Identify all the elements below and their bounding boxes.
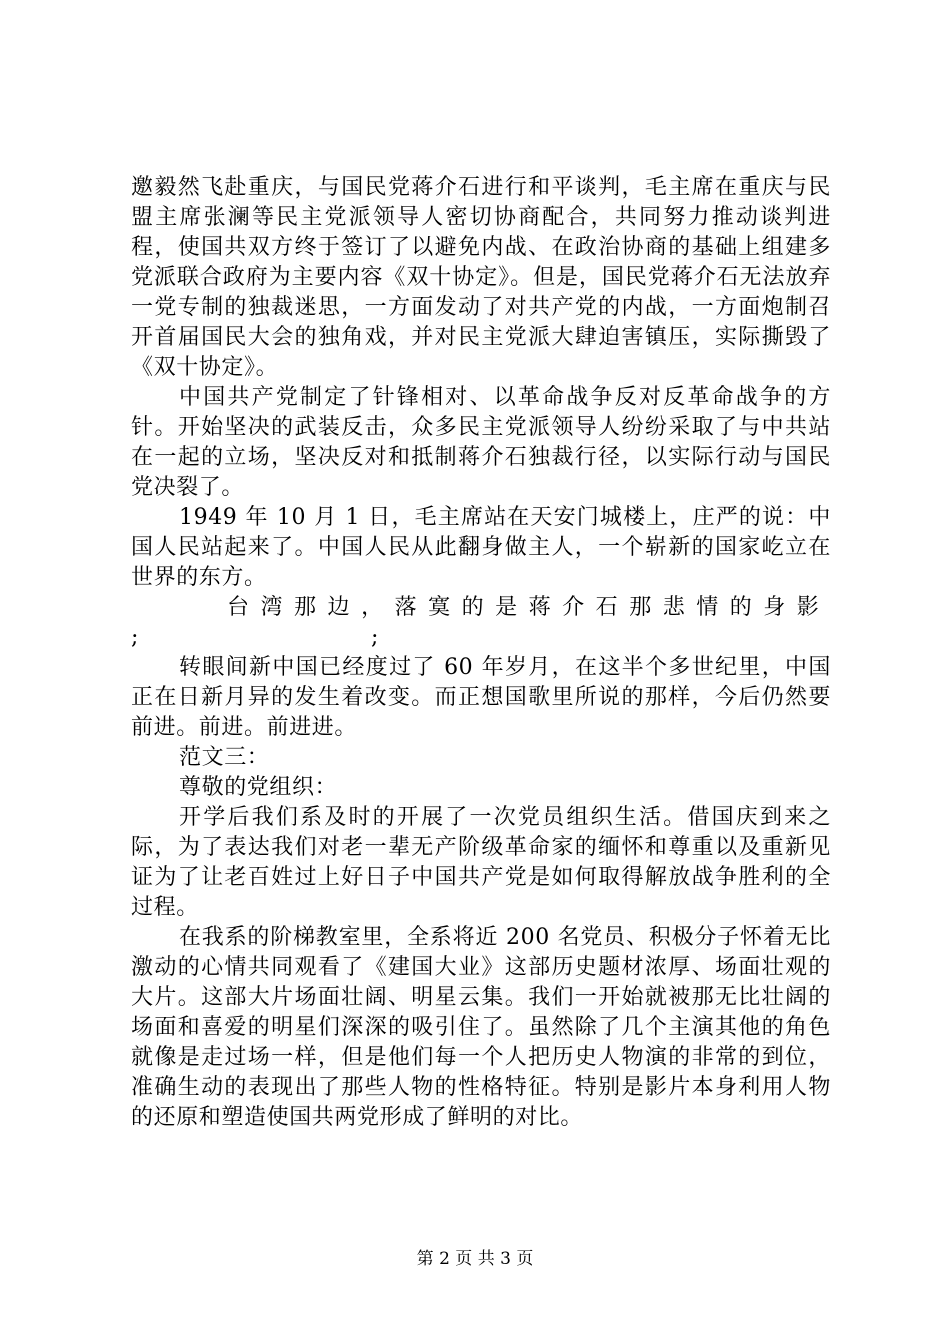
semicolon-line [131,623,831,653]
spaced-char: 是 [495,595,518,620]
paragraph: 转眼间新中国已经度过了 60 年岁月，在这半个多世纪里，中国正在日新月异的发生着改变。而正想国歌里所说的那样，今后仍然要前进。前进。前进进。 [131,655,831,740]
salutation: 尊敬的党组织： [179,775,338,800]
document-body [131,173,831,1133]
semicolon: ; [371,625,379,650]
spaced-line [131,593,831,623]
spaced-char: 寞 [428,595,451,620]
spaced-char: 蒋 [528,595,551,620]
spaced-char: 那 [294,595,317,620]
spaced-char: 的 [729,595,752,620]
paragraph: 中国共产党制定了针锋相对、以革命战争反对反革命战争的方针。开始坚决的武装反击，众多民主党派领导人纷纷采取了与中共站在一起的立场，坚决反对和抵制蒋介石独裁行径，以实际行动与国民党决裂了。 [131,385,831,500]
spaced-char: 的 [461,595,484,620]
spaced-char: 那 [629,595,652,620]
page-footer: 第 2 页 共 3 页 [416,1249,534,1269]
spaced-char: 悲 [662,595,685,620]
spaced-char: ， [361,595,384,620]
spaced-char: 影 [796,595,819,620]
spaced-char: 落 [394,595,417,620]
paragraph: 在我系的阶梯教室里，全系将近 200 名党员、积极分子怀着无比激动的心情共同观看了《建国大业》这部历史题材浓厚、场面壮观的大片。这部大片场面壮阔、明星云集。我们一开始就被那无比壮阔的场面和喜爱的明星们深深的吸引住了。虽然除了几个主演其他的角色就像是走过场一样，但是他们每一个人把历史人物演的非常的到位，准确生动的表现出了那些人物的性格特征。特别是影片本身利用人物的还原和塑造使国共两党形成了鲜明的对比。 [131,925,831,1130]
spaced-char: 情 [696,595,719,620]
spaced-char: 身 [763,595,786,620]
paragraph: 开学后我们系及时的开展了一次党员组织生活。借国庆到来之际，为了表达我们对老一辈无产阶级革命家的缅怀和尊重以及重新见证为了让老百姓过上好日子中国共产党是如何取得解放战争胜利的全过程。 [131,805,831,920]
paragraph: 邀毅然飞赴重庆，与国民党蒋介石进行和平谈判，毛主席在重庆与民盟主席张澜等民主党派领导人密切协商配合，共同努力推动谈判进程，使国共双方终于签订了以避免内战、在政治协商的基础上组建多党派联合政府为主要内容《双十协定》。但是，国民党蒋介石无法放弃一党专制的独裁迷思，一方面发动了对共产党的内战，一方面炮制召开首届国民大会的独角戏，并对民主党派大肆迫害镇压，实际撕毁了《双十协定》。 [131,175,831,380]
spaced-char: 石 [595,595,618,620]
spaced-char: 湾 [260,595,283,620]
spaced-char: 边 [327,595,350,620]
paragraph: 1949 年 10 月 1 日，毛主席站在天安门城楼上，庄严的说：中国人民站起来了。中国人民从此翻身做主人，一个崭新的国家屹立在世界的东方。 [131,505,831,590]
semicolon: ; [131,625,139,650]
spaced-char: 台 [227,595,250,620]
section-heading: 范文三： [179,745,270,770]
spaced-char: 介 [562,595,585,620]
